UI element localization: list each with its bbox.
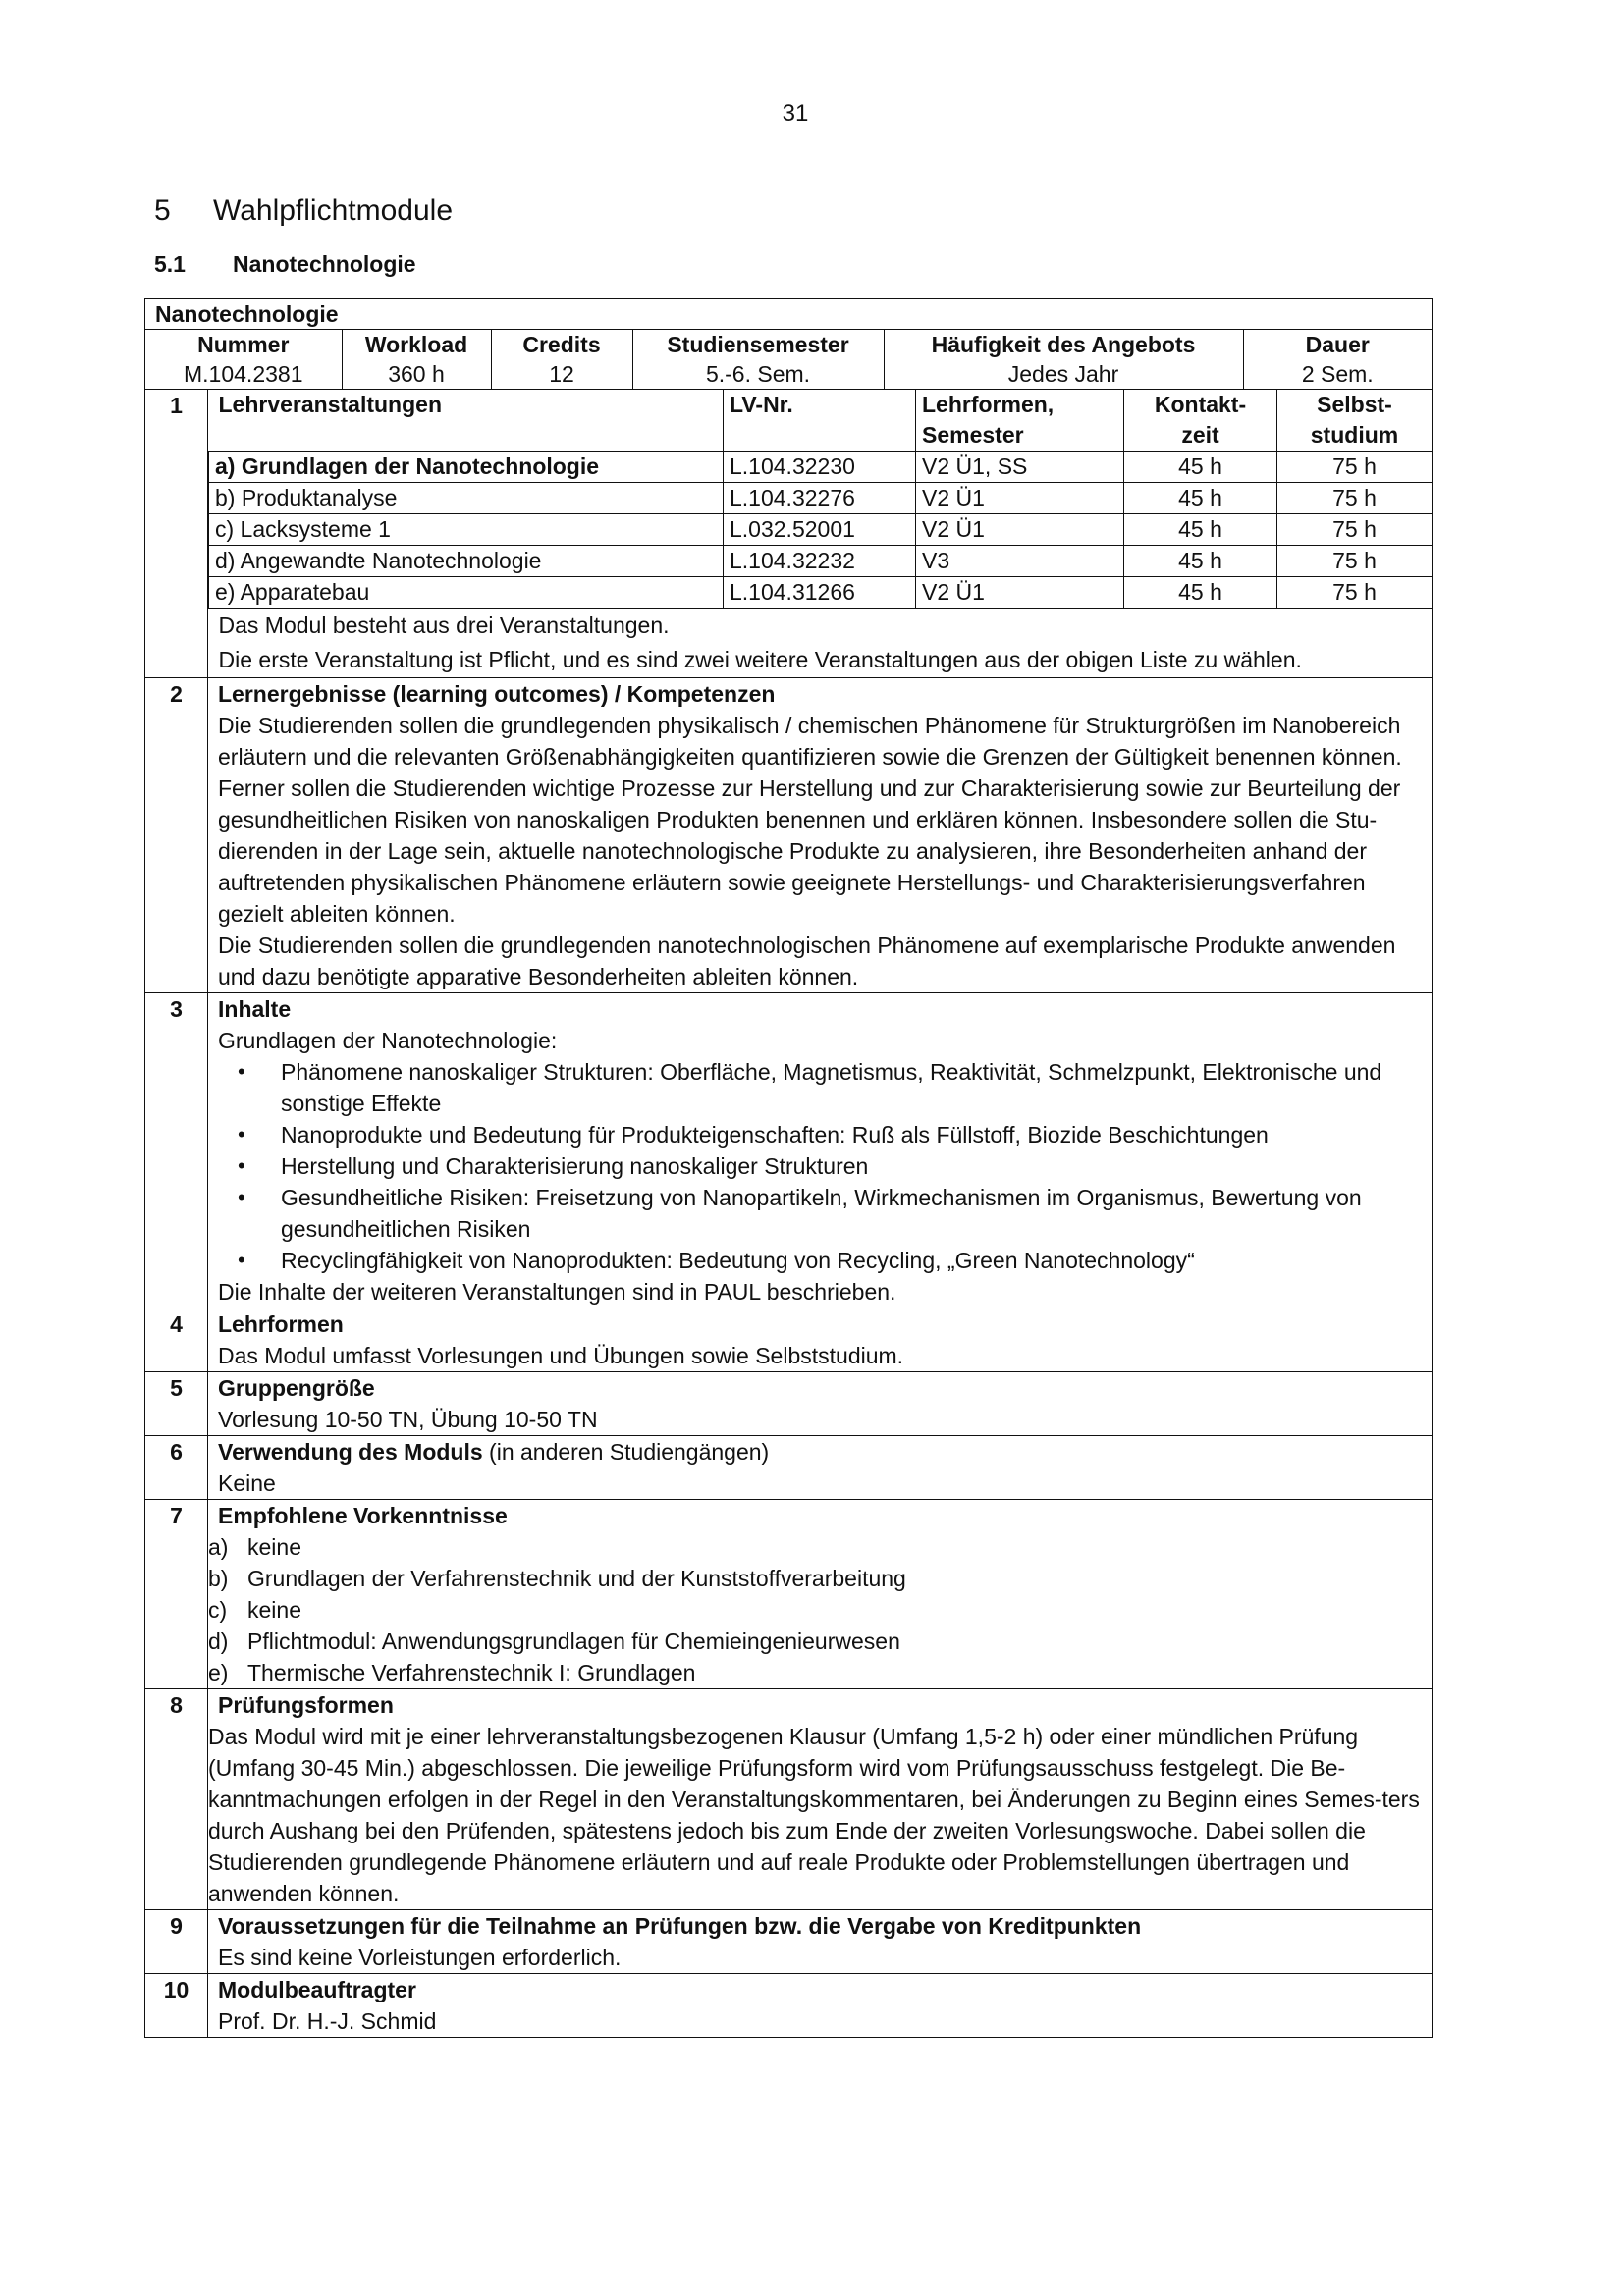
section-5-title: Gruppengröße [218, 1375, 375, 1401]
section-9-title: Voraussetzungen für die Teilnahme an Prüfungen bzw. die Vergabe von Kreditpunkten [218, 1913, 1142, 1939]
section-4-number: 4 [145, 1308, 208, 1372]
section-10-text: Prof. Dr. H.-J. Schmid [218, 2008, 437, 2034]
course-name: b) Produktanalyse [209, 483, 724, 514]
page-number: 31 [782, 100, 809, 127]
list-item: • Phänomene nanoskaliger Strukturen: Oberfläche, Magnetismus, Reaktivität, Schmelzpunkt, Elektronische und sonstige Effekte [238, 1056, 1422, 1119]
course-nr: L.104.32232 [724, 546, 916, 577]
section-6-text: Keine [218, 1470, 276, 1496]
section-10-title: Modulbeauftragter [218, 1977, 416, 2002]
section-3-outro: Die Inhalte der weiteren Veranstaltungen sind in PAUL beschrieben. [218, 1279, 896, 1305]
list-item: • Nanoprodukte und Bedeutung für Produkteigenschaften: Ruß als Füllstoff, Biozide Beschichtungen [238, 1119, 1422, 1150]
section-6-title-suffix: (in anderen Studiengängen) [482, 1439, 770, 1465]
list-item-text: keine [247, 1534, 301, 1560]
section-6-title: Verwendung des Moduls [218, 1439, 483, 1465]
section-8-row [145, 1689, 1433, 1910]
list-item-label: c) [208, 1597, 228, 1623]
course-row [209, 483, 1433, 514]
course-ss: 75 h [1277, 546, 1433, 577]
course-lf: V2 Ü1 [916, 483, 1124, 514]
section-6-row [145, 1436, 1433, 1500]
subsection-number: 5.1 [154, 251, 186, 277]
courses-table [208, 390, 1432, 677]
course-lf: V3 [916, 546, 1124, 577]
header-label-dauer: Dauer [1243, 330, 1432, 359]
section-6-number: 6 [145, 1436, 208, 1500]
section-2-row [145, 678, 1433, 993]
course-ss: 75 h [1277, 514, 1433, 546]
module-header-table [145, 330, 1432, 389]
section-7-number: 7 [145, 1500, 208, 1689]
course-row [209, 514, 1433, 546]
prerequisites-list [208, 1531, 1422, 1688]
section-3-intro: Grundlagen der Nanotechnologie: [218, 1028, 558, 1053]
section-2-paragraph-1: Die Studierenden sollen die grundlegenden physikalisch / chemischen Phänomene für Strukturgrößen im Nanobereich erläutern und die relevanten Größenabhängigkeiten quantifizieren sowie die Grenzen der Gültigkeit benennen können. Ferner sollen die Studierenden wichtige Prozesse zur Herstellung und zur Charakterisierung sowie zur Beurteilung der gesundheitlichen Risiken von nanoskaligen Produkten benennen und erklären können. Insbesondere sollen die Stu-dierenden in der Lage sein, aktuelle nanotechnologische Produkte zu analysieren, ihre Besonderheiten anhand der auftretenden physikalischen Phänomene erläutern sowie geeignete Herstellungs- und Charakterisierungsverfahren gezielt ableiten können. [218, 713, 1402, 927]
section-8-number: 8 [145, 1689, 208, 1910]
section-10-number: 10 [145, 1974, 208, 2038]
courses-col-ss-1: Selbst- [1317, 392, 1392, 417]
course-nr: L.104.31266 [724, 577, 916, 609]
list-item-text: Thermische Verfahrenstechnik I: Grundlagen [247, 1660, 696, 1685]
course-row [209, 577, 1433, 609]
section-7-row [145, 1500, 1433, 1689]
section-3-title: Inhalte [218, 996, 292, 1022]
course-kz: 45 h [1124, 483, 1277, 514]
course-ss: 75 h [1277, 483, 1433, 514]
course-name: c) Lacksysteme 1 [209, 514, 724, 546]
course-ss: 75 h [1277, 577, 1433, 609]
courses-header-row [209, 390, 1433, 452]
section-heading [154, 194, 453, 228]
section-title: Wahlpflichtmodule [213, 194, 453, 227]
course-row [209, 452, 1433, 483]
course-lf: V2 Ü1 [916, 577, 1124, 609]
section-5-text: Vorlesung 10-50 TN, Übung 10-50 TN [218, 1407, 598, 1432]
section-4-row [145, 1308, 1433, 1372]
module-header-row [145, 330, 1433, 390]
courses-note-1: Das Modul besteht aus drei Veranstaltungen. [218, 613, 670, 638]
section-9-text: Es sind keine Vorleistungen erforderlich. [218, 1945, 622, 1970]
list-item [208, 1657, 1422, 1688]
list-item [208, 1531, 1422, 1563]
course-name: a) Grundlagen der Nanotechnologie [209, 452, 724, 483]
header-value-haeufigkeit: Jedes Jahr [884, 359, 1243, 389]
courses-col-kz-2: zeit [1181, 422, 1219, 448]
list-item-label: d) [208, 1629, 229, 1654]
subsection-title: Nanotechnologie [233, 251, 416, 277]
header-label-nummer: Nummer [145, 330, 342, 359]
list-item-text: Grundlagen der Verfahrenstechnik und der Kunststoffverarbeitung [247, 1566, 906, 1591]
courses-col-ss-2: studium [1310, 422, 1399, 448]
list-item-label: b) [208, 1566, 229, 1591]
header-label-haeufigkeit: Häufigkeit des Angebots [884, 330, 1243, 359]
section-2-paragraph-2: Die Studierenden sollen die grundlegenden nanotechnologischen Phänomene auf exemplarische Produkte anwenden und dazu benötigte apparative Besonderheiten ableiten können. [218, 933, 1396, 989]
list-item [208, 1626, 1422, 1657]
course-kz: 45 h [1124, 546, 1277, 577]
section-8-title: Prüfungsformen [218, 1692, 394, 1718]
section-2-title: Lernergebnisse (learning outcomes) / Kompetenzen [218, 681, 776, 707]
course-kz: 45 h [1124, 577, 1277, 609]
courses-note-row [209, 609, 1433, 678]
section-1-number: 1 [145, 390, 208, 678]
list-item: • Herstellung und Charakterisierung nanoskaliger Strukturen [238, 1150, 1422, 1182]
course-name: d) Angewandte Nanotechnologie [209, 546, 724, 577]
section-number: 5 [154, 194, 171, 227]
course-kz: 45 h [1124, 452, 1277, 483]
header-value-workload: 360 h [342, 359, 491, 389]
list-item [208, 1563, 1422, 1594]
section-3-number: 3 [145, 993, 208, 1308]
module-title-row [145, 299, 1433, 330]
module-table [144, 298, 1433, 2038]
list-item: • Gesundheitliche Risiken: Freisetzung von Nanopartikeln, Wirkmechanismen im Organismus, Bewertung von gesundheitlichen Risiken [238, 1182, 1422, 1245]
list-item-text: keine [247, 1597, 301, 1623]
list-item-label: a) [208, 1534, 229, 1560]
list-item [208, 1594, 1422, 1626]
section-5-number: 5 [145, 1372, 208, 1436]
course-ss: 75 h [1277, 452, 1433, 483]
course-lf: V2 Ü1 [916, 514, 1124, 546]
courses-col-lf-2: Semester [922, 422, 1024, 448]
courses-col-lv: Lehrveranstaltungen [209, 390, 724, 452]
section-4-title: Lehrformen [218, 1311, 344, 1337]
module-title: Nanotechnologie [145, 299, 1433, 330]
section-2-number: 2 [145, 678, 208, 993]
section-9-number: 9 [145, 1910, 208, 1974]
list-item-label: e) [208, 1660, 229, 1685]
section-3-row [145, 993, 1433, 1308]
courses-col-nr: LV-Nr. [724, 390, 916, 452]
courses-col-lf-1: Lehrformen, [922, 392, 1055, 417]
header-value-studiensemester: 5.-6. Sem. [632, 359, 884, 389]
header-value-credits: 12 [491, 359, 632, 389]
course-nr: L.104.32230 [724, 452, 916, 483]
courses-note-2: Die erste Veranstaltung ist Pflicht, und es sind zwei weitere Veranstaltungen aus der obigen Liste zu wählen. [218, 647, 1302, 672]
subsection-heading [154, 251, 416, 278]
header-value-dauer: 2 Sem. [1243, 359, 1432, 389]
list-item: • Recyclingfähigkeit von Nanoprodukten: Bedeutung von Recycling, „Green Nanotechnology“ [238, 1245, 1422, 1276]
section-10-row [145, 1974, 1433, 2038]
header-value-nummer: M.104.2381 [145, 359, 342, 389]
contents-list [218, 1056, 1422, 1276]
course-nr: L.104.32276 [724, 483, 916, 514]
section-1-row [145, 390, 1433, 678]
courses-col-kz-1: Kontakt- [1154, 392, 1247, 417]
course-name: e) Apparatebau [209, 577, 724, 609]
course-row [209, 546, 1433, 577]
course-kz: 45 h [1124, 514, 1277, 546]
section-5-row [145, 1372, 1433, 1436]
section-4-text: Das Modul umfasst Vorlesungen und Übungen sowie Selbststudium. [218, 1343, 904, 1368]
section-8-text: Das Modul wird mit je einer lehrveranstaltungsbezogenen Klausur (Umfang 1,5-2 h) oder einer mündlichen Prüfung (Umfang 30-45 Min.) abgeschlossen. Die jeweilige Prüfungsform wird vom Prüfungsausschuss festgelegt. Die Be-kanntmachungen erfolgen in der Regel in den Veranstaltungskommentaren, bei Änderungen zu Beginn eines Semes-ters durch Aushang bei den Prüfenden, spätestens jedoch bis zum Ende der zweiten Vorlesungswoche. Dabei sollen die Studierenden grundlegende Phänomene erläutern und auf reale Produkte oder Problemstellungen übertragen und anwenden können. [208, 1724, 1420, 1906]
header-label-credits: Credits [491, 330, 632, 359]
list-item-text: Pflichtmodul: Anwendungsgrundlagen für Chemieingenieurwesen [247, 1629, 900, 1654]
header-label-workload: Workload [342, 330, 491, 359]
section-7-title: Empfohlene Vorkenntnisse [218, 1503, 508, 1528]
course-nr: L.032.52001 [724, 514, 916, 546]
header-label-studiensemester: Studiensemester [632, 330, 884, 359]
section-9-row [145, 1910, 1433, 1974]
course-lf: V2 Ü1, SS [916, 452, 1124, 483]
